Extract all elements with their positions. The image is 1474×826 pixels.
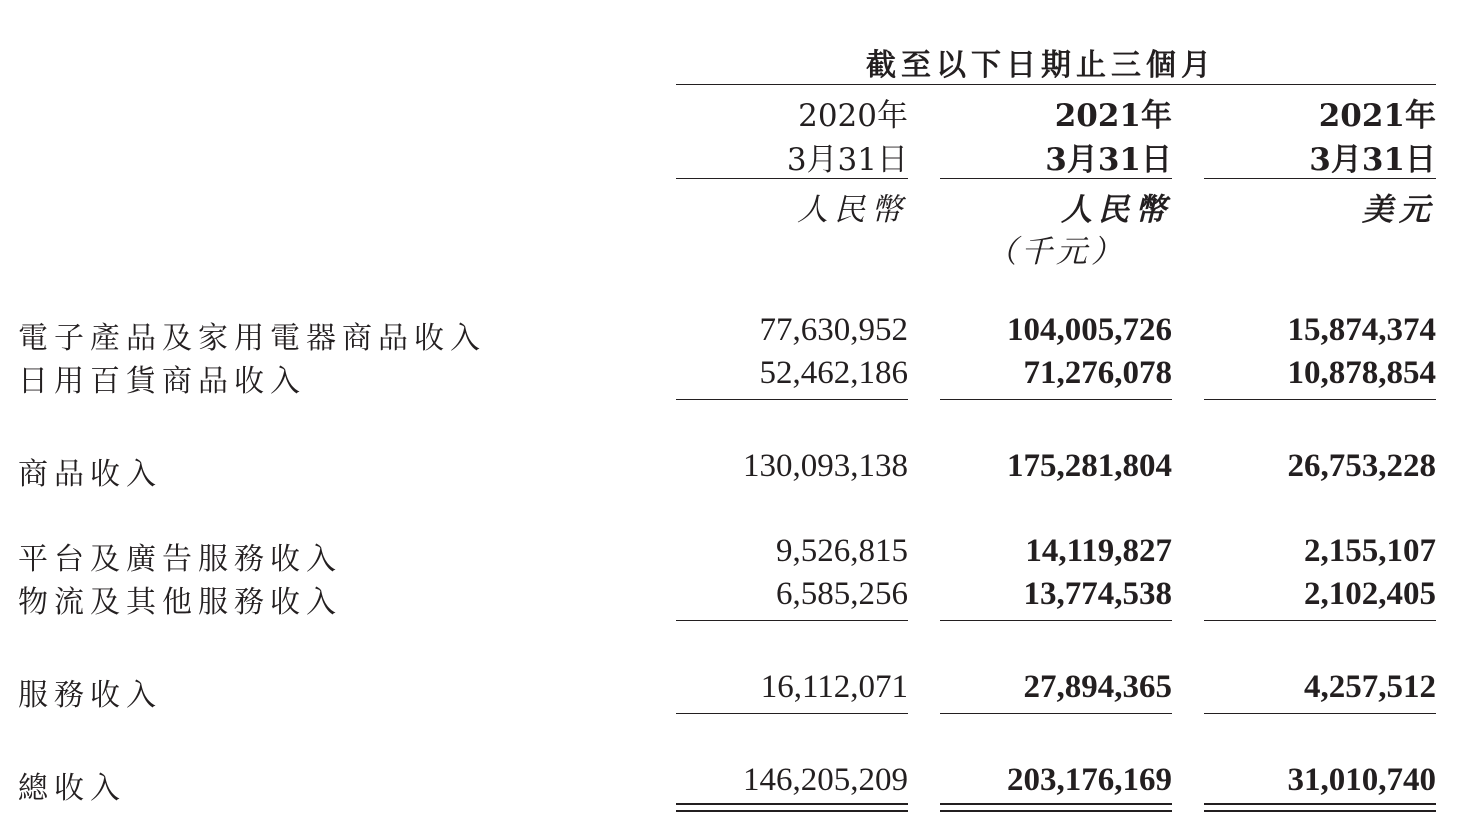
total-double-rule-3 [1204,803,1436,812]
row-service-revenue-2021-rmb: 27,894,365 [1023,669,1172,705]
subtotal-rule-3 [1204,399,1436,400]
row-service-revenue-2021-usd: 4,257,512 [1304,669,1436,705]
col1-header-rule [676,178,908,179]
total-double-rule-2 [940,803,1172,812]
row-general-merchandise-2020: 52,462,186 [759,355,908,391]
row-label-logistics: 物流及其他服務收入 [18,585,342,620]
row-label-general-merchandise: 日用百貨商品收入 [18,364,306,399]
subtotal-rule-6 [1204,620,1436,621]
col1-year: 2020年 [798,98,908,134]
row-logistics-2021-usd: 2,102,405 [1304,576,1436,612]
row-service-revenue-2020: 16,112,071 [760,669,908,705]
row-electronics-2021-usd: 15,874,374 [1287,312,1436,348]
row-total-revenue-2020: 146,205,209 [743,762,908,798]
subtotal-rule-4 [676,620,908,621]
header-rule-top [676,84,1436,85]
row-platform-ads-2021-usd: 2,155,107 [1304,533,1436,569]
row-total-revenue-2021-rmb: 203,176,169 [1007,762,1172,798]
col2-header-rule [940,178,1172,179]
subtotal-rule-8 [940,713,1172,714]
row-general-merchandise-2021-usd: 10,878,854 [1287,355,1436,391]
row-label-product-revenue: 商品收入 [18,457,162,492]
row-general-merchandise-2021-rmb: 71,276,078 [1023,355,1172,391]
col3-year: 2021年 [1318,98,1436,134]
subtotal-rule-5 [940,620,1172,621]
col1-date: 3月31日 [786,142,908,178]
row-logistics-2021-rmb: 13,774,538 [1023,576,1172,612]
col2-date: 3月31日 [1045,142,1172,178]
subtotal-rule-9 [1204,713,1436,714]
row-platform-ads-2021-rmb: 14,119,827 [1025,533,1172,569]
row-label-electronics: 電子產品及家用電器商品收入 [18,321,486,356]
col2-year: 2021年 [1054,98,1172,134]
subtotal-rule-2 [940,399,1172,400]
row-product-revenue-2021-rmb: 175,281,804 [1007,448,1172,484]
col2-currency: 人民幣 [1061,192,1172,228]
row-product-revenue-2021-usd: 26,753,228 [1287,448,1436,484]
col1-currency: 人民幣 [797,192,908,228]
row-label-service-revenue: 服務收入 [18,678,162,713]
row-electronics-2020: 77,630,952 [759,312,908,348]
col3-currency: 美元 [1362,192,1436,228]
period-title: 截至以下日期止三個月 [866,48,1216,83]
subtotal-rule-1 [676,399,908,400]
row-platform-ads-2020: 9,526,815 [776,533,908,569]
subtotal-rule-7 [676,713,908,714]
row-product-revenue-2020: 130,093,138 [743,448,908,484]
row-total-revenue-2021-usd: 31,010,740 [1287,762,1436,798]
col3-date: 3月31日 [1309,142,1436,178]
row-label-platform-ads: 平台及廣告服務收入 [18,542,342,577]
col3-header-rule [1204,178,1436,179]
row-electronics-2021-rmb: 104,005,726 [1007,312,1172,348]
total-double-rule-1 [676,803,908,812]
unit-note: （千元） [986,234,1126,270]
row-label-total-revenue: 總收入 [18,771,126,806]
row-logistics-2020: 6,585,256 [776,576,908,612]
